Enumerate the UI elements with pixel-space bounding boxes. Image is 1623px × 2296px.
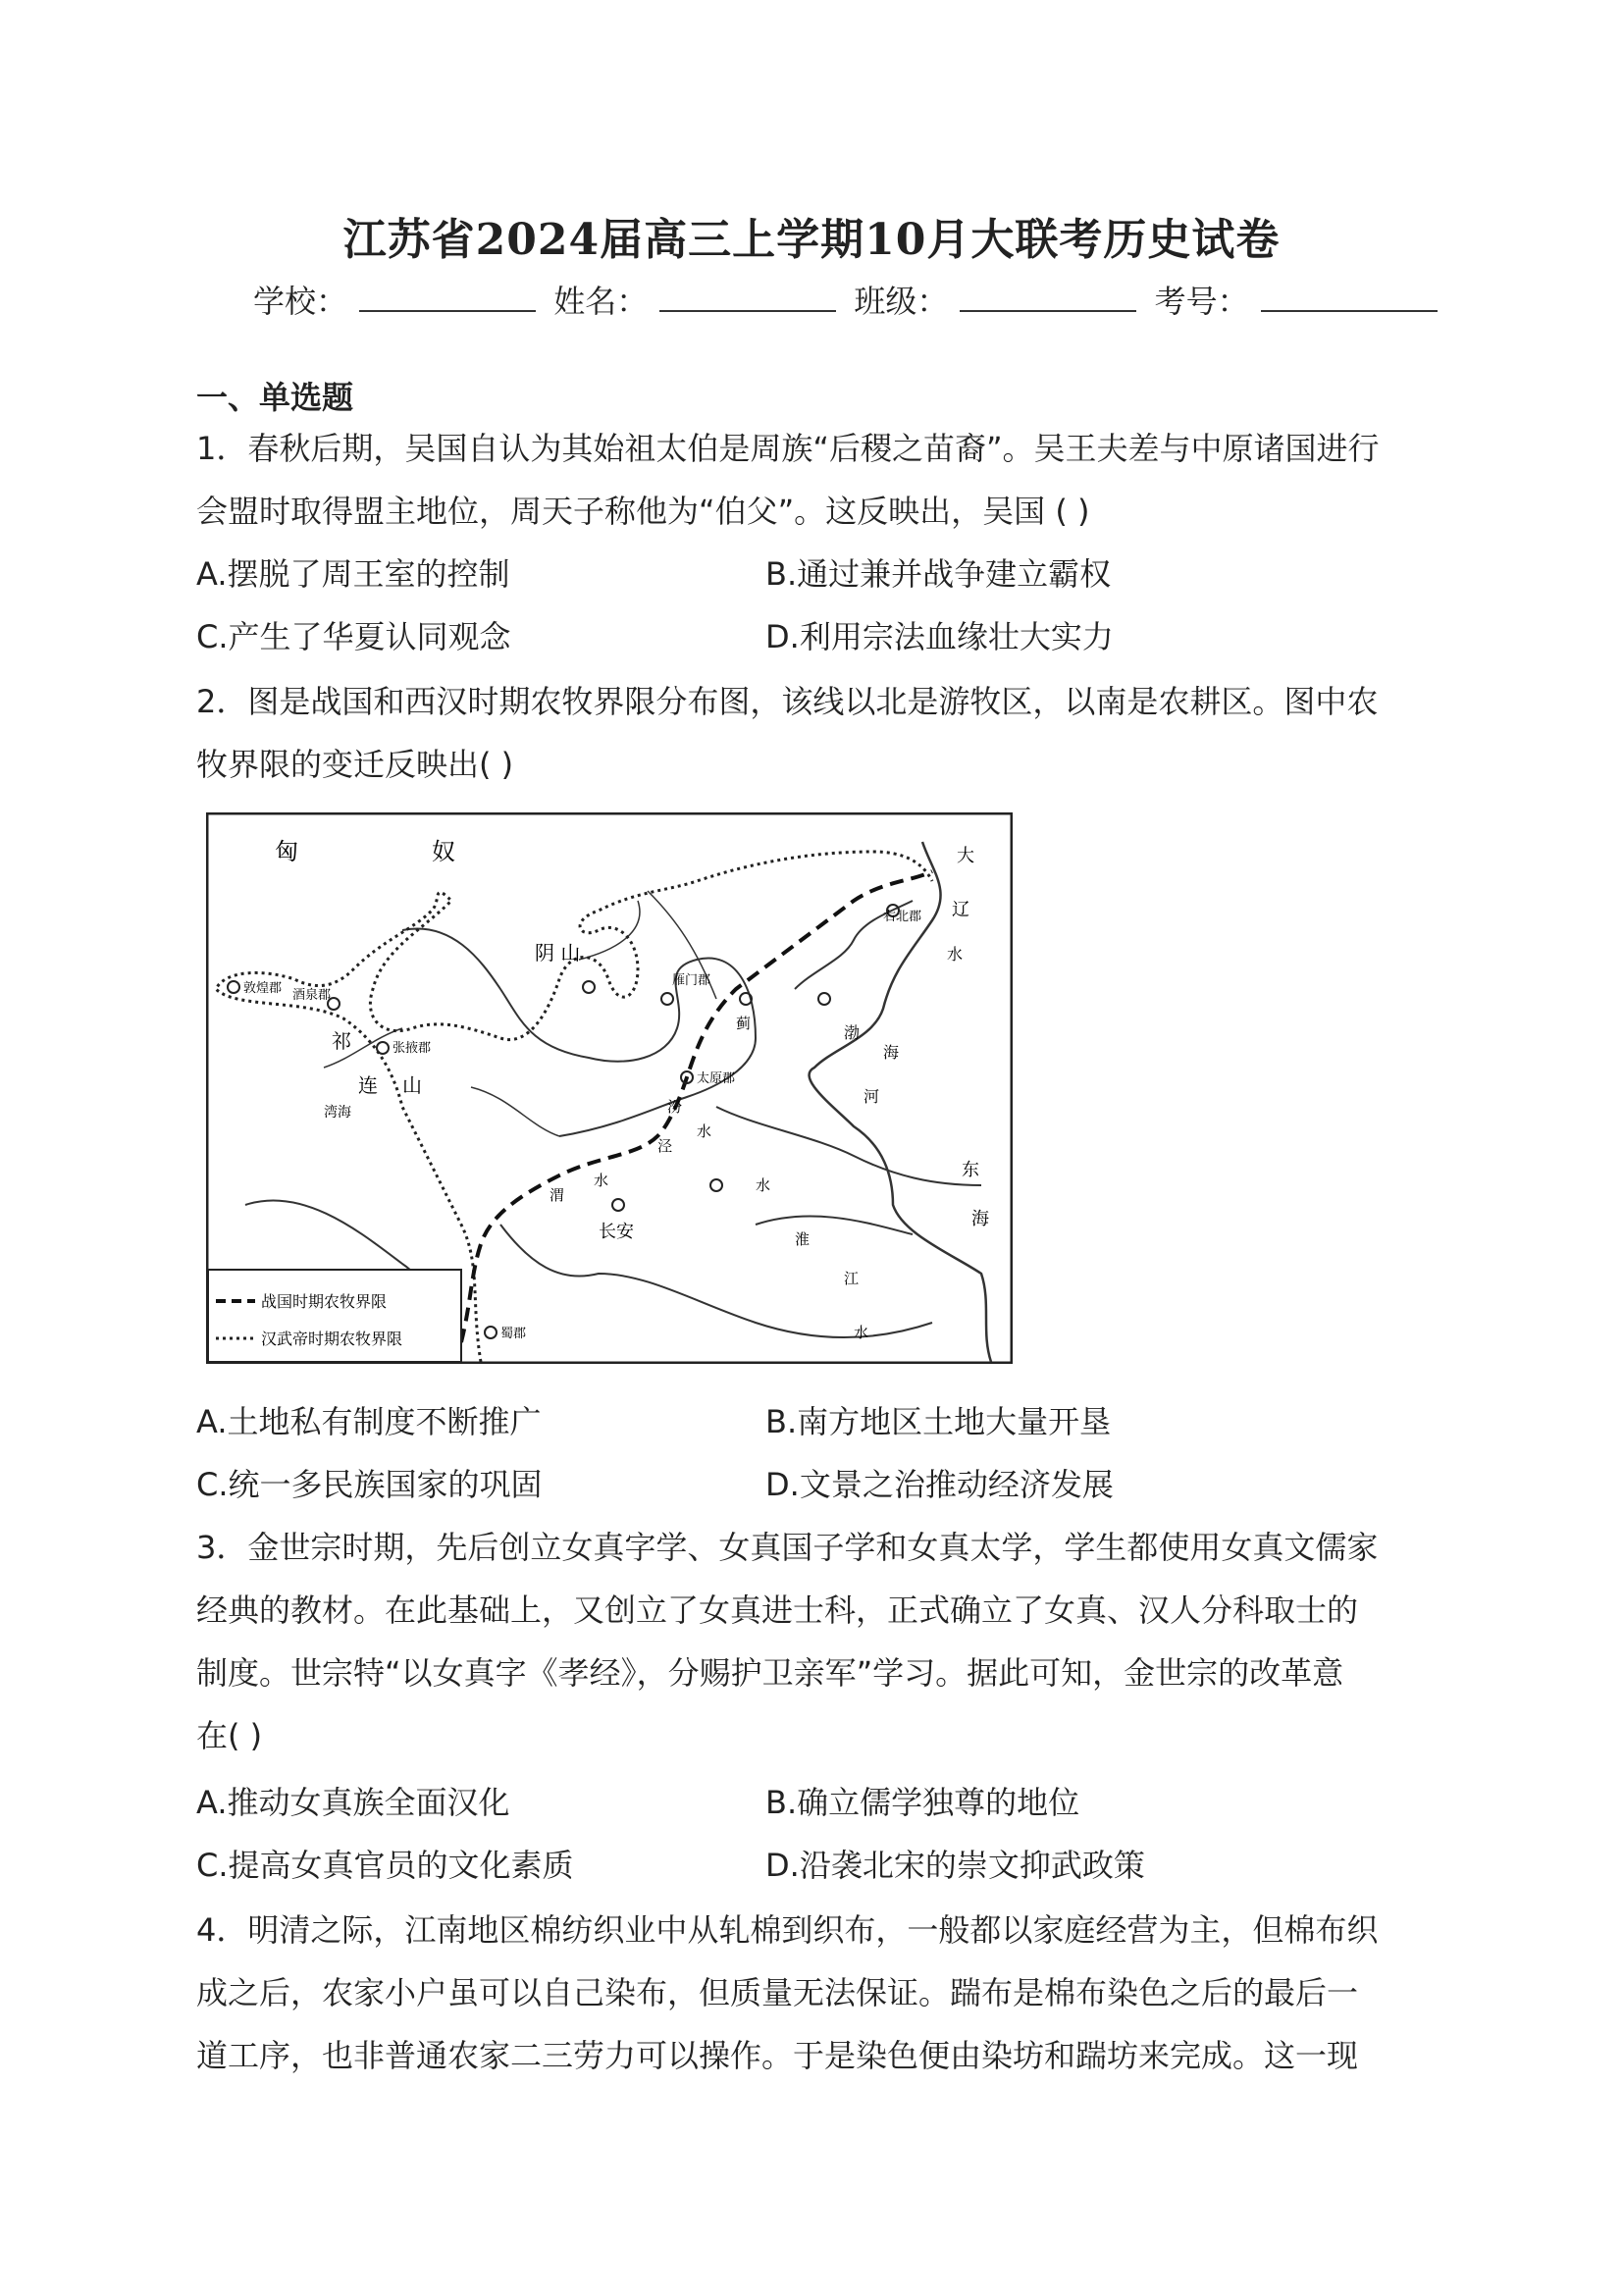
q2-option-a[interactable]: A.土地私有制度不断推广 [196, 1403, 542, 1440]
q2-stem-line2: 牧界限的变迁反映出( ) [196, 746, 514, 783]
q2-option-d[interactable]: D.文景之治推动经济发展 [765, 1466, 1114, 1503]
map-label-shui-2: 水 [594, 1172, 609, 1189]
q3-stem-line1: 3．金世宗时期，先后创立女真字学、女真国子学和女真太学，学生都使用女真文儒家 [196, 1529, 1379, 1566]
map-label-shui-3: 水 [756, 1176, 771, 1194]
map-label-qi: 祁 [332, 1029, 351, 1053]
map-label-da: 大 [957, 846, 974, 866]
student-info-row [253, 277, 1445, 322]
map-label-changan: 长安 [599, 1222, 634, 1242]
section-heading: 一、单选题 [196, 379, 354, 416]
q3-option-b[interactable]: B.确立儒学独尊的地位 [765, 1784, 1080, 1821]
map-label-qinghai: 湾海 [324, 1105, 351, 1121]
q1-option-b[interactable]: B.通过兼并战争建立霸权 [765, 555, 1112, 593]
exam-number-blank[interactable] [1261, 285, 1438, 312]
map-label-jiuquan: 酒泉郡 [292, 988, 332, 1003]
q1-option-c[interactable]: C.产生了华夏认同观念 [196, 618, 511, 655]
legend-warring-states: 战国时期农牧界限 [261, 1292, 388, 1311]
map-label-huai: 淮 [795, 1230, 811, 1248]
map-label-hai: 海 [971, 1209, 989, 1229]
map-label-wei: 渭 [550, 1186, 565, 1204]
q3-stem-line3: 制度。世宗特“以女真字《孝经》，分赐护卫亲军”学习。据此可知，金世宗的改革意 [196, 1654, 1344, 1692]
class-blank[interactable] [960, 285, 1136, 312]
map-label-ji: 蓟 [736, 1015, 752, 1032]
map-label-zhangye: 张掖郡 [393, 1041, 432, 1056]
q4-stem-line2: 成之后，农家小户虽可以自己染布，但质量无法保证。踹布是棉布染色之后的最后一 [196, 1974, 1359, 2011]
q2-option-c[interactable]: C.统一多民族国家的巩固 [196, 1466, 543, 1503]
map-label-xiong: 匈 [275, 838, 298, 865]
map-label-jing: 泾 [657, 1137, 673, 1155]
map-label-yanmen: 雁门郡 [672, 973, 711, 988]
q4-stem-line1: 4．明清之际，江南地区棉纺织业中从轧棉到织布，一般都以家庭经营为主，但棉布织 [196, 1911, 1379, 1949]
q3-stem-line4: 在( ) [196, 1717, 263, 1754]
q1-option-a[interactable]: A.摆脱了周王室的控制 [196, 555, 510, 593]
q3-stem-line2: 经典的教材。在此基础上，又创立了女真进士科，正式确立了女真、汉人分科取士的 [196, 1592, 1359, 1629]
name-blank[interactable] [659, 285, 836, 312]
q2-stem-line1: 2．图是战国和西汉时期农牧界限分布图，该线以北是游牧区，以南是农耕区。图中农 [196, 683, 1379, 720]
map-label-he: 河 [864, 1087, 880, 1106]
exam-title: 江苏省2024届高三上学期10月大联考历史试卷 [342, 215, 1281, 265]
map-label-lian: 连 [358, 1073, 378, 1097]
map-label-jiang: 江 [844, 1270, 860, 1287]
q1-stem-line1: 1．春秋后期，吴国自认为其始祖太伯是周族“后稷之苗裔”。吴王夫差与中原诸国进行 [196, 430, 1380, 467]
map-label-dunhuang: 敦煌郡 [243, 981, 283, 996]
map-label-bohai-hai: 海 [883, 1043, 900, 1062]
map-label-shui-4: 水 [854, 1324, 869, 1341]
map-label-nu: 奴 [432, 838, 455, 865]
school-label: 学校： [253, 283, 348, 320]
q1-stem-line2: 会盟时取得盟主地位，周天子称他为“伯父”。这反映出，吴国 ( ) [196, 493, 1090, 530]
map-label-dong: 东 [962, 1160, 979, 1180]
class-label: 班级： [854, 283, 949, 320]
map-label-youbeiping: 右北郡 [883, 910, 922, 924]
exam-number-label: 考号： [1154, 283, 1249, 320]
map-label-taiyuan: 太原郡 [697, 1071, 736, 1086]
q1-option-d[interactable]: D.利用宗法血缘壮大实力 [765, 618, 1114, 655]
map-label-fen: 汾 [667, 1098, 683, 1116]
q3-option-c[interactable]: C.提高女真官员的文化素质 [196, 1847, 574, 1884]
q3-option-d[interactable]: D.沿袭北宋的崇文抑武政策 [765, 1847, 1145, 1884]
map-label-liao: 辽 [952, 900, 969, 920]
map-label-yinshan: 阴 山 [535, 941, 581, 965]
legend-han-wudi: 汉武帝时期农牧界限 [261, 1330, 403, 1348]
q4-stem-line3: 道工序，也非普通农家二三劳力可以操作。于是染色便由染坊和踹坊来完成。这一现 [196, 2037, 1359, 2074]
name-label: 姓名： [553, 283, 649, 320]
map-label-shu: 蜀郡 [500, 1327, 527, 1341]
farming-grazing-boundary-map [206, 812, 1013, 1364]
map-label-liao-shui: 水 [947, 945, 964, 964]
map-label-shui-1: 水 [697, 1122, 712, 1140]
map-label-bo: 渤 [844, 1023, 861, 1042]
q3-option-a[interactable]: A.推动女真族全面汉化 [196, 1784, 510, 1821]
school-blank[interactable] [359, 285, 536, 312]
q2-option-b[interactable]: B.南方地区土地大量开垦 [765, 1403, 1112, 1440]
map-label-shan: 山 [402, 1073, 422, 1097]
